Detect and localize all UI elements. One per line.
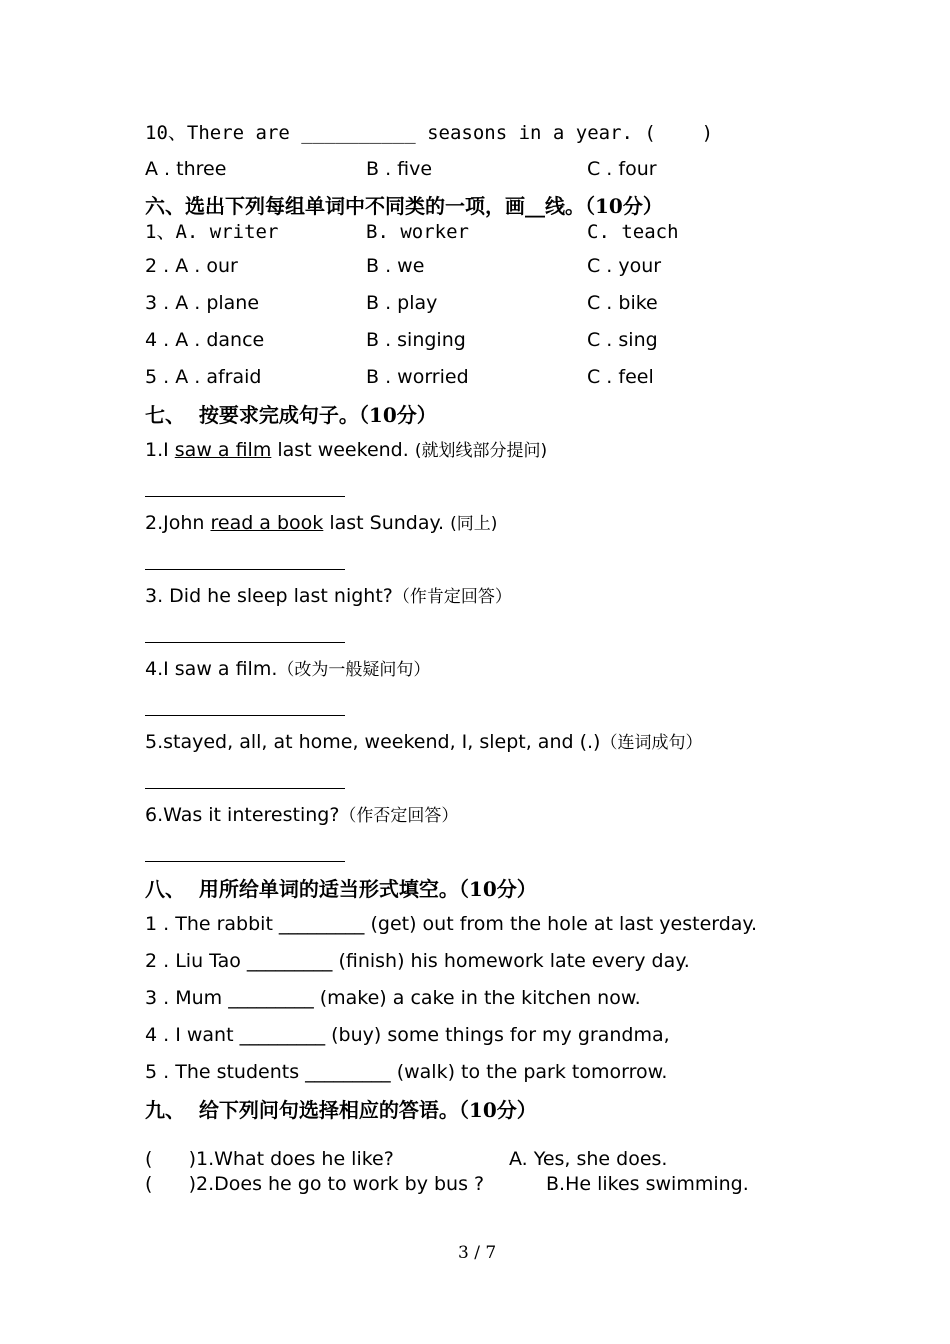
- q10-option-c: C . four: [587, 158, 657, 180]
- s6-row1-a: 1、A. writer: [145, 221, 279, 243]
- s7-q3-note: （作肯定回答）: [392, 587, 512, 607]
- s7-q5: [145, 733, 702, 752]
- answer-line-1[interactable]: [145, 496, 345, 497]
- s7-q3-text: 3. Did he sleep last night?: [145, 585, 393, 607]
- s6-row5-b: B . worried: [366, 366, 469, 388]
- q10-option-b: B . five: [366, 158, 433, 180]
- s7-q2-pre: 2.John: [145, 512, 211, 534]
- s7-q1-note: (就划线部分提问): [414, 441, 548, 461]
- s7-q4-note: （改为一般疑问句）: [277, 660, 431, 680]
- s7-q6-text: 6.Was it interesting?: [145, 804, 340, 826]
- s9-q1-question: 1.What does he like?: [196, 1148, 394, 1170]
- s8-item-4: 4 . I want _________ (buy) some things for my grandma,: [145, 1024, 670, 1046]
- s7-q1: [145, 441, 547, 460]
- s6-row2-c: C . your: [587, 255, 662, 277]
- s6-row2-a: 2 . A . our: [145, 255, 238, 277]
- answer-line-2[interactable]: [145, 569, 345, 570]
- s7-q3: [145, 587, 512, 606]
- s6-row4-b: B . singing: [366, 329, 466, 351]
- answer-line-5[interactable]: [145, 788, 345, 789]
- s6-row5-a: 5 . A . afraid: [145, 366, 262, 388]
- s6-row3-a: 3 . A . plane: [145, 292, 260, 314]
- s6-row5-c: C . feel: [587, 366, 654, 388]
- s6-row4-c: C . sing: [587, 329, 658, 351]
- s6-row1-c: C. teach: [587, 221, 679, 243]
- s6-row1-b: B. worker: [366, 221, 469, 243]
- s7-q6-note: （作否定回答）: [339, 806, 459, 826]
- s9-q1-paren[interactable]: ( ): [145, 1148, 197, 1170]
- answer-line-6[interactable]: [145, 861, 345, 862]
- section-7-title: 七、 按要求完成句子。（10分）: [145, 403, 437, 427]
- s6-row3-b: B . play: [366, 292, 438, 314]
- s7-q2-post: last Sunday.: [323, 512, 451, 534]
- s6-row4-a: 4 . A . dance: [145, 329, 265, 351]
- s9-answer-a: A. Yes, she does.: [509, 1148, 668, 1170]
- s9-q2-paren[interactable]: ( ): [145, 1173, 197, 1195]
- s6-row3-c: C . bike: [587, 292, 658, 314]
- s9-answer-b: B.He likes swimming.: [546, 1173, 749, 1195]
- s7-q5-note: （连词成句）: [600, 733, 703, 753]
- page-number: 3 / 7: [458, 1243, 497, 1263]
- s7-q2-underlined: read a book: [210, 512, 324, 534]
- s7-q6: [145, 806, 458, 825]
- s7-q2-note: (同上): [450, 514, 498, 534]
- answer-line-4[interactable]: [145, 715, 345, 716]
- answer-line-3[interactable]: [145, 642, 345, 643]
- q10-option-a: A . three: [145, 158, 227, 180]
- s8-item-3: 3 . Mum _________ (make) a cake in the kitchen now.: [145, 987, 641, 1009]
- s7-q4: [145, 660, 430, 679]
- q10-stem: 10、There are __________ seasons in a year. ( ): [145, 122, 714, 144]
- s7-q1-underlined: saw a film: [174, 439, 272, 461]
- section-6-title: 六、选出下列每组单词中不同类的一项，画__线。（10分）: [145, 194, 663, 218]
- s6-row2-b: B . we: [366, 255, 425, 277]
- s7-q1-post: last weekend.: [271, 439, 415, 461]
- s7-q4-text: 4.I saw a film.: [145, 658, 278, 680]
- section-9-title: 九、 给下列问句选择相应的答语。（10分）: [145, 1098, 537, 1122]
- s7-q5-text: 5.stayed, all, at home, weekend, I, slept, and (.): [145, 731, 601, 753]
- s8-item-1: 1 . The rabbit _________ (get) out from the hole at last yesterday.: [145, 913, 758, 935]
- s8-item-2: 2 . Liu Tao _________ (finish) his homework late every day.: [145, 950, 690, 972]
- s8-item-5: 5 . The students _________ (walk) to the park tomorrow.: [145, 1061, 668, 1083]
- section-8-title: 八、 用所给单词的适当形式填空。（10分）: [145, 877, 537, 901]
- s7-q2: [145, 514, 497, 533]
- s9-q2-question: 2.Does he go to work by bus ?: [196, 1173, 485, 1195]
- s7-q1-pre: 1.I: [145, 439, 175, 461]
